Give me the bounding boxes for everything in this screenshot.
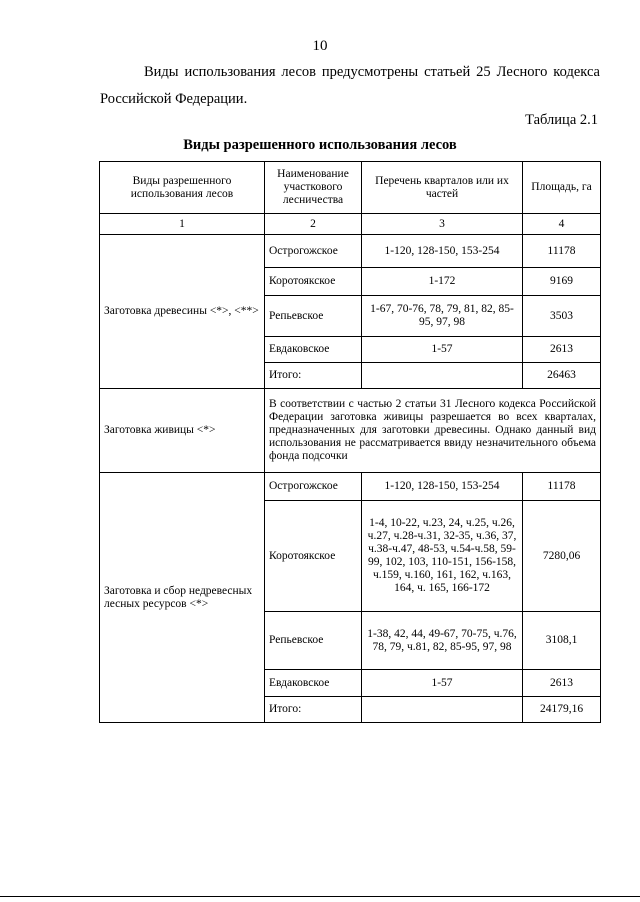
forest-use-table [99, 161, 601, 723]
area-cell: 11178 [523, 235, 601, 268]
use-type-cell: Заготовка живицы <*> [100, 389, 265, 473]
header-cell: Виды разрешенного использования лесов [100, 162, 265, 214]
forestry-cell: Евдаковское [265, 670, 362, 697]
total-area: 24179,16 [523, 697, 601, 723]
quarters-cell: 1-57 [362, 337, 523, 363]
quarters-cell: 1-172 [362, 268, 523, 296]
intro-paragraph: Виды использования лесов предусмотрены статьей 25 Лесного кодекса Российской Федерации. [100, 64, 600, 107]
table-title: Виды разрешенного использования лесов [183, 137, 457, 153]
quarters-cell: 1-67, 70-76, 78, 79, 81, 82, 85-95, 97, 98 [362, 296, 523, 337]
area-cell: 2613 [523, 337, 601, 363]
column-number: 2 [265, 214, 362, 235]
total-label: Итого: [265, 697, 362, 723]
forestry-cell: Репьевское [265, 612, 362, 670]
forestry-cell: Острогожское [265, 473, 362, 501]
forestry-cell: Евдаковское [265, 337, 362, 363]
note-cell: В соответствии с частью 2 статьи 31 Лесного кодекса Российской Федерации заготовка живицы разрешается во всех кварталах, предназначенных для заготовки древесины. Однако данный вид использования не рассматривается ввиду незначительного объема фонда подсочки [265, 389, 601, 473]
quarters-cell: 1-38, 42, 44, 49-67, 70-75, ч.76, 78, 79, ч.81, 82, 85-95, 97, 98 [362, 612, 523, 670]
header-row [100, 162, 601, 214]
table-row [100, 473, 601, 501]
header-cell: Наименование участкового лесничества [265, 162, 362, 214]
area-cell: 9169 [523, 268, 601, 296]
use-type-cell: Заготовка и сбор недревесных лесных ресурсов <*> [100, 473, 265, 723]
column-number-row [100, 214, 601, 235]
area-cell: 11178 [523, 473, 601, 501]
area-cell: 3503 [523, 296, 601, 337]
forestry-cell: Острогожское [265, 235, 362, 268]
area-cell: 3108,1 [523, 612, 601, 670]
header-cell: Площадь, га [523, 162, 601, 214]
table-label: Таблица 2.1 [525, 112, 598, 128]
footer-rule [0, 896, 640, 897]
quarters-cell: 1-57 [362, 670, 523, 697]
quarters-cell: 1-120, 128-150, 153-254 [362, 473, 523, 501]
quarters-cell: 1-120, 128-150, 153-254 [362, 235, 523, 268]
quarters-cell [362, 697, 523, 723]
quarters-cell: 1-4, 10-22, ч.23, 24, ч.25, ч.26, ч.27, ч.28-ч.31, 32-35, ч.36, 37, ч.38-ч.47, 48-53, ч.54-ч.58, 59-99, 102, 103, 110-151, 156-158, ч.159, ч.160, 161, 162, ч.163, 164, ч. 165, 166-172 [362, 501, 523, 612]
use-type-cell: Заготовка древесины <*>, <**> [100, 235, 265, 389]
column-number: 1 [100, 214, 265, 235]
forestry-cell: Репьевское [265, 296, 362, 337]
forestry-cell: Коротоякское [265, 268, 362, 296]
header-cell: Перечень кварталов или их частей [362, 162, 523, 214]
column-number: 4 [523, 214, 601, 235]
total-area: 26463 [523, 363, 601, 389]
area-cell: 7280,06 [523, 501, 601, 612]
quarters-cell [362, 363, 523, 389]
table-row [100, 389, 601, 473]
area-cell: 2613 [523, 670, 601, 697]
forestry-cell: Коротоякское [265, 501, 362, 612]
column-number: 3 [362, 214, 523, 235]
page-number: 10 [312, 38, 328, 54]
table-row [100, 235, 601, 268]
total-label: Итого: [265, 363, 362, 389]
